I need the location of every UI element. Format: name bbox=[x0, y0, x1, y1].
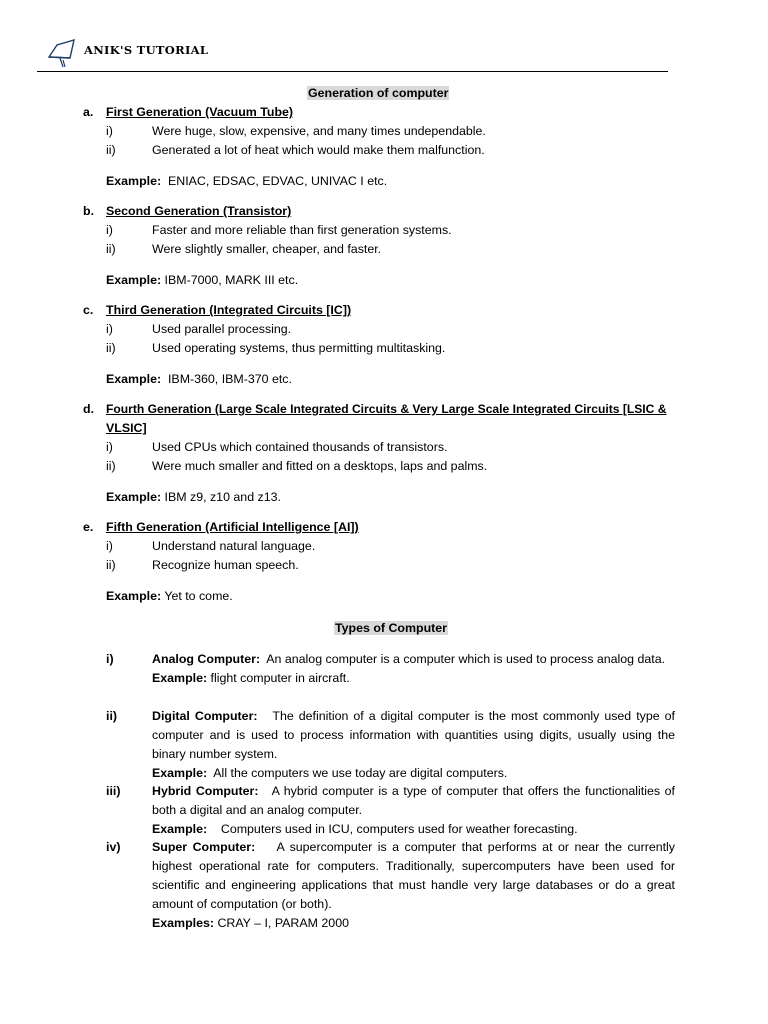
example-label: Example: bbox=[106, 490, 162, 504]
section-title: First Generation (Vacuum Tube) bbox=[106, 105, 294, 119]
item-number: i) bbox=[106, 322, 113, 336]
example-text: IBM z9, z10 and z13. bbox=[164, 490, 281, 504]
types-heading: Types of Computer bbox=[335, 621, 447, 635]
logo-icon bbox=[46, 36, 76, 68]
example-line bbox=[106, 370, 292, 389]
type-number: i) bbox=[106, 652, 114, 666]
section-title: Third Generation (Integrated Circuits [IC]) bbox=[106, 303, 352, 317]
item-text: Generated a lot of heat which would make them malfunction. bbox=[152, 143, 485, 157]
type-digital bbox=[152, 707, 675, 783]
example-line bbox=[152, 764, 675, 783]
item-text: Were slightly smaller, cheaper, and faster. bbox=[152, 242, 382, 256]
item-text: Understand natural language. bbox=[152, 539, 316, 553]
type-description bbox=[152, 782, 675, 820]
example-label: Example: bbox=[106, 174, 162, 188]
type-desc: An analog computer is a computer which is used to process analog data. bbox=[266, 652, 666, 666]
type-desc: The definition of a digital computer is the most commonly used type of computer and is used to process information with quantities using digits, usually using the binary number system. bbox=[152, 709, 675, 761]
item-number: ii) bbox=[106, 143, 116, 157]
example-line bbox=[106, 587, 233, 606]
item-text: Used parallel processing. bbox=[152, 322, 292, 336]
section-letter: e. bbox=[83, 520, 94, 534]
section-title: Second Generation (Transistor) bbox=[106, 204, 292, 218]
item-number: i) bbox=[106, 440, 113, 454]
type-name: Analog Computer: bbox=[152, 652, 261, 666]
type-description bbox=[152, 707, 675, 764]
example-label: Example: bbox=[152, 766, 208, 780]
section-letter: c. bbox=[83, 303, 94, 317]
section-letter: d. bbox=[83, 402, 95, 416]
type-name: Hybrid Computer: bbox=[152, 784, 259, 798]
example-text: flight computer in aircraft. bbox=[210, 671, 350, 685]
item-number: i) bbox=[106, 539, 113, 553]
item-number: ii) bbox=[106, 558, 116, 572]
generation-heading: Generation of computer bbox=[308, 86, 449, 100]
section-letter: a. bbox=[83, 105, 94, 119]
header-rule bbox=[37, 71, 668, 72]
type-description bbox=[152, 650, 675, 669]
item-number: i) bbox=[106, 223, 113, 237]
example-text: CRAY – I, PARAM 2000 bbox=[217, 916, 349, 930]
section-title: Fifth Generation (Artificial Intelligence [AI]) bbox=[106, 520, 359, 534]
example-text: ENIAC, EDSAC, EDVAC, UNIVAC I etc. bbox=[167, 174, 388, 188]
example-label: Example: bbox=[106, 372, 162, 386]
example-label: Example: bbox=[106, 273, 162, 287]
type-analog bbox=[152, 650, 675, 688]
item-text: Recognize human speech. bbox=[152, 558, 299, 572]
example-line bbox=[152, 914, 675, 933]
type-super bbox=[152, 838, 675, 933]
type-name: Digital Computer: bbox=[152, 709, 258, 723]
example-label: Example: bbox=[152, 671, 208, 685]
type-desc: A hybrid computer is a type of computer that offers the functionalities of both a digital and an analog computer. bbox=[152, 784, 675, 817]
section-letter: b. bbox=[83, 204, 95, 218]
item-number: ii) bbox=[106, 242, 116, 256]
example-text: All the computers we use today are digital computers. bbox=[213, 766, 508, 780]
example-label: Example: bbox=[152, 822, 208, 836]
example-text: IBM-7000, MARK III etc. bbox=[164, 273, 299, 287]
item-text: Used operating systems, thus permitting multitasking. bbox=[152, 341, 446, 355]
item-text: Faster and more reliable than first generation systems. bbox=[152, 223, 452, 237]
item-text: Used CPUs which contained thousands of transistors. bbox=[152, 440, 448, 454]
type-number: ii) bbox=[106, 709, 118, 723]
brand-name: ANIK'S TUTORIAL bbox=[84, 43, 209, 57]
type-number: iv) bbox=[106, 840, 121, 854]
example-line bbox=[106, 488, 281, 507]
item-text: Were huge, slow, expensive, and many times undependable. bbox=[152, 124, 486, 138]
item-text: Were much smaller and fitted on a desktops, laps and palms. bbox=[152, 459, 488, 473]
item-number: i) bbox=[106, 124, 113, 138]
example-label: Examples: bbox=[152, 916, 214, 930]
example-text: Yet to come. bbox=[164, 589, 233, 603]
type-name: Super Computer: bbox=[152, 840, 256, 854]
example-label: Example: bbox=[106, 589, 162, 603]
type-desc: A supercomputer is a computer that performs at or near the currently highest operational rate for computers. Traditionally, supercomputers have been used for scientific and engineering applications that must handle very large databases or do a great amount of computation (or both). bbox=[152, 840, 675, 911]
example-line bbox=[106, 271, 298, 290]
type-hybrid bbox=[152, 782, 675, 839]
type-number: iii) bbox=[106, 784, 121, 798]
type-description bbox=[152, 838, 675, 914]
section-title-continued: VLSIC] bbox=[106, 421, 147, 435]
example-text: Computers used in ICU, computers used for weather forecasting. bbox=[220, 822, 578, 836]
example-line bbox=[106, 172, 387, 191]
section-title: Fourth Generation (Large Scale Integrated Circuits & Very Large Scale Integrated Circuits [LSIC & bbox=[106, 402, 667, 416]
item-number: ii) bbox=[106, 459, 116, 473]
example-line bbox=[152, 820, 675, 839]
example-text: IBM-360, IBM-370 etc. bbox=[167, 372, 292, 386]
example-line bbox=[152, 669, 675, 688]
item-number: ii) bbox=[106, 341, 116, 355]
